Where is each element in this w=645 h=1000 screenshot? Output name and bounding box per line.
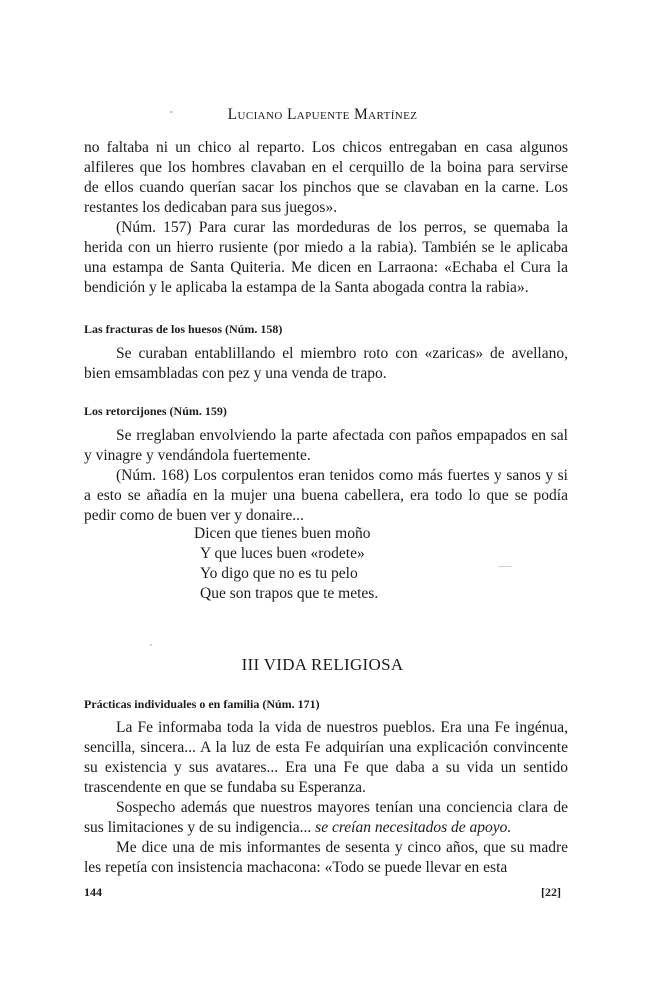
chapter-title: III VIDA RELIGIOSA [241,655,404,674]
paragraph-retorcijones: Se rreglaban envolviendo la parte afectada con paños empapados en sal y vinagre y vendándola fuertemente. [84,427,568,464]
verse-line: Yo digo que no es tu pelo [200,565,358,582]
section-heading-fracturas: Las fracturas de los huesos (Núm. 158) [84,322,283,336]
section-heading-retorcijones: Los retorcijones (Núm. 159) [84,404,227,418]
verse-line: Dicen que tienes buen moño [194,525,371,542]
continued-paragraph [84,138,568,298]
paragraph-sospecho-text: Sospecho además que nuestros mayores tenían una conciencia clara de sus limitaciones y de su indigencia... [84,799,568,836]
text-line: no faltaba ni un chico al reparto. Los chicos entregaban en casa algunos [84,139,568,156]
verse-line: Y que luces buen «rodete» [200,545,365,562]
section-heading-practicas: Prácticas individuales o en familia (Núm. 171) [84,697,320,711]
paragraph-num-168: (Núm. 168) Los corpulentos eran tenidos como más fuertes y sanos y si a esto se añadía en la mujer una buena cabellera, era todo lo que se podía pedir como de buen ver y donaire... [84,467,568,524]
emphasis-text: se creían necesitados de apoyo. [315,819,512,836]
text-line: restantes los dedicaban para sus juegos». [84,199,338,216]
text-line: alfileres que los hombres clavaban en el cerquillo de la boina para servirse [84,159,568,176]
verse-line: Que son trapos que te metes. [200,585,379,602]
text-line: de ellos cuando querían sacar los pinchos que se clavaban en la carne. Los [84,179,568,196]
paragraph-num-157: (Núm. 157) Para curar las mordeduras de los perros, se quemaba la herida con un hierro rusiente (por miedo a la rabia). También se le aplicaba una estampa de Santa Quiteria. Me dicen en Larraona: «Echaba el Cura la bendición y le aplicaba la estampa de la Santa abogada contra la rabia». [84,219,568,296]
page-reference: [22] [541,885,561,899]
paragraph-fe: La Fe informaba toda la vida de nuestros pueblos. Era una Fe ingénua, sencilla, sincera... A la luz de esta Fe adquirían una explicación convincente su existencia y sus avatares... Era una Fe que daba a su vida un sentido trascendente en que se fundaba su Esperanza. [84,719,568,796]
speck-mark [150,644,152,646]
paragraph-fracturas: Se curaban entablillando el miembro roto con «zaricas» de avellano, bien emsambladas con pez y una venda de trapo. [84,345,568,382]
paragraph-sospecho [84,798,568,838]
running-head: Luciano Lapuente Martínez [227,106,418,123]
verse-block [194,524,378,604]
stray-dash-mark [498,566,512,567]
page-number: 144 [84,885,102,899]
speck-mark [170,111,173,113]
paragraph-informante: Me dice una de mis informantes de sesenta y cinco años, que su madre les repetía con insistencia machacona: «Todo se puede llevar en esta [84,839,568,876]
